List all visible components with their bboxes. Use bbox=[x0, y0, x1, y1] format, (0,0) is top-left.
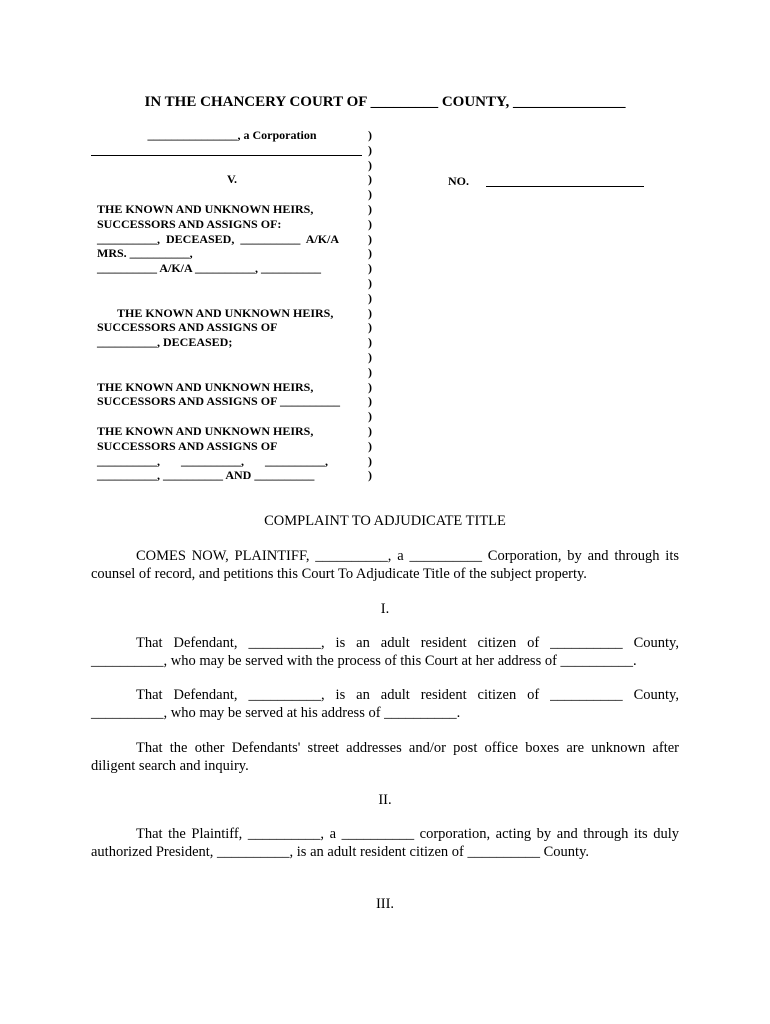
caption-paren: ) bbox=[368, 423, 372, 438]
case-number-label: NO. bbox=[448, 174, 469, 188]
defendant-line: THE KNOWN AND UNKNOWN HEIRS, bbox=[97, 201, 314, 216]
case-caption bbox=[97, 128, 367, 483]
caption-paren: ) bbox=[368, 231, 372, 246]
defendant-line: __________, DECEASED, __________ A/K/A bbox=[97, 231, 340, 246]
caption-paren: ) bbox=[368, 468, 372, 483]
intro-paragraph: COMES NOW, PLAINTIFF, __________, a __________ Corporation, by and through its counsel of record, and petitions this Court To Adjudicate Title of the subject property. bbox=[91, 548, 679, 582]
caption-paren: ) bbox=[368, 379, 372, 394]
paragraph: That the other Defendants' street addresses and/or post office boxes are unknown after diligent search and inquiry. bbox=[91, 740, 679, 774]
paragraph: That Defendant, __________, is an adult resident citizen of __________ County, __________, who may be served at his address of __________. bbox=[91, 687, 679, 721]
caption-paren: ) bbox=[368, 187, 372, 202]
court-title: IN THE CHANCERY COURT OF _________ COUNTY, _______________ bbox=[144, 94, 626, 110]
caption-paren: ) bbox=[368, 172, 372, 187]
defendant-line: THE KNOWN AND UNKNOWN HEIRS, bbox=[97, 423, 314, 438]
defendant-line: THE KNOWN AND UNKNOWN HEIRS, bbox=[117, 305, 334, 320]
defendant-line: __________, __________ AND __________ bbox=[97, 468, 315, 483]
paragraph: That the Plaintiff, __________, a __________ corporation, acting by and through its duly authorized President, __________, is an adult resident citizen of __________ County. bbox=[91, 826, 679, 860]
defendant-line: __________, DECEASED; bbox=[97, 335, 233, 350]
caption-paren: ) bbox=[368, 409, 372, 424]
defendant-line: SUCCESSORS AND ASSIGNS OF bbox=[97, 438, 278, 453]
defendant-line: __________, __________, __________, bbox=[97, 453, 328, 468]
caption-paren: ) bbox=[368, 157, 372, 172]
caption-rule bbox=[91, 155, 362, 156]
defendant-line: SUCCESSORS AND ASSIGNS OF bbox=[97, 320, 278, 335]
caption-paren: ) bbox=[368, 201, 372, 216]
versus-label: V. bbox=[226, 172, 238, 187]
case-number-blank bbox=[486, 186, 644, 187]
caption-parentheses-column bbox=[368, 128, 378, 483]
caption-paren: ) bbox=[368, 142, 372, 157]
caption-paren: ) bbox=[368, 216, 372, 231]
section-heading: III. bbox=[375, 896, 395, 912]
caption-paren: ) bbox=[368, 246, 372, 261]
section-heading: II. bbox=[378, 792, 392, 808]
caption-paren: ) bbox=[368, 364, 372, 379]
defendant-line: SUCCESSORS AND ASSIGNS OF __________ bbox=[97, 394, 340, 409]
complaint-title: COMPLAINT TO ADJUDICATE TITLE bbox=[264, 513, 506, 529]
paragraph: That Defendant, __________, is an adult resident citizen of __________ County, __________, who may be served with the process of this Court at her address of __________. bbox=[91, 635, 679, 669]
defendant-line: MRS. __________, bbox=[97, 246, 193, 261]
caption-paren: ) bbox=[368, 275, 372, 290]
caption-paren: ) bbox=[368, 453, 372, 468]
caption-paren: ) bbox=[368, 261, 372, 276]
caption-paren: ) bbox=[368, 320, 372, 335]
defendant-line: SUCCESSORS AND ASSIGNS OF: bbox=[97, 216, 282, 231]
caption-paren: ) bbox=[368, 128, 372, 142]
plaintiff-line: _______________, a Corporation bbox=[147, 128, 317, 142]
caption-paren: ) bbox=[368, 394, 372, 409]
caption-paren: ) bbox=[368, 290, 372, 305]
caption-paren: ) bbox=[368, 335, 372, 350]
caption-paren: ) bbox=[368, 438, 372, 453]
defendant-line: __________ A/K/A __________, __________ bbox=[97, 261, 322, 276]
defendant-line: THE KNOWN AND UNKNOWN HEIRS, bbox=[97, 379, 314, 394]
caption-paren: ) bbox=[368, 349, 372, 364]
caption-paren: ) bbox=[368, 305, 372, 320]
section-heading: I. bbox=[380, 601, 390, 617]
